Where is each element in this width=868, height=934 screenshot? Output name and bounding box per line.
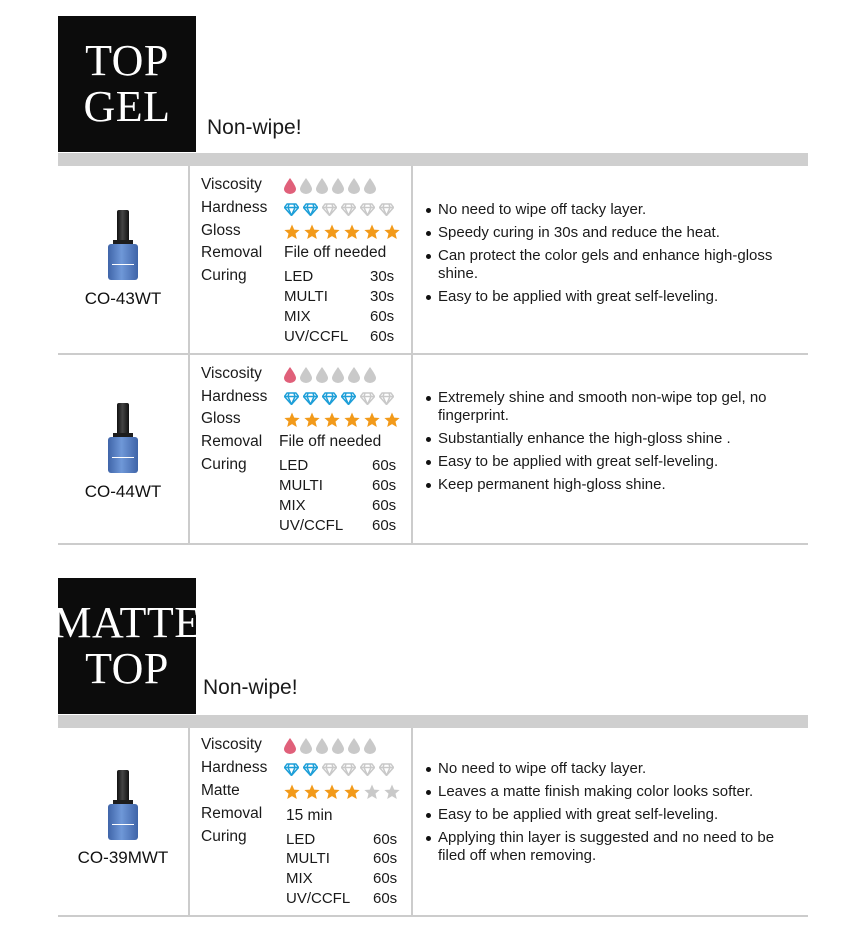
product-row-co-44wt <box>58 355 808 545</box>
gloss-rating <box>284 411 400 429</box>
feature-item: Leaves a matte finish making color looks softer. <box>426 783 796 801</box>
diamond-icon <box>322 392 337 405</box>
star-icon <box>364 412 380 428</box>
curing-time: 60s <box>370 328 395 345</box>
product-row-co-39mwt <box>58 728 808 917</box>
curing-lamp: LED <box>286 831 316 848</box>
star-icon <box>344 784 360 800</box>
diamond-icon <box>322 203 337 216</box>
feature-item: Easy to be applied with great self-leveling. <box>426 288 796 306</box>
curing-time: 60s <box>370 308 395 325</box>
diamond-icon <box>360 763 375 776</box>
removal-label: Removal <box>201 805 263 822</box>
feature-item: Substantially enhance the high-gloss shine . <box>426 430 796 448</box>
drop-icon <box>364 738 376 754</box>
gloss-rating <box>284 223 400 241</box>
viscosity-label: Viscosity <box>201 365 262 382</box>
drop-icon <box>300 367 312 383</box>
gloss-label: Gloss <box>201 222 241 239</box>
product-code: CO-39MWT <box>77 848 169 867</box>
drop-icon <box>284 738 296 754</box>
drop-icon <box>332 367 344 383</box>
section-subtitle: Non-wipe! <box>203 676 298 699</box>
drop-icon <box>284 178 296 194</box>
product-row-co-43wt <box>58 166 808 355</box>
diamond-icon <box>379 203 394 216</box>
column-divider <box>188 355 190 543</box>
removal-label: Removal <box>201 433 263 450</box>
star-icon <box>284 784 300 800</box>
feature-list <box>426 389 796 499</box>
drop-icon <box>364 178 376 194</box>
removal-value: File off needed <box>284 244 387 261</box>
column-divider <box>411 355 413 543</box>
section-subtitle: Non-wipe! <box>207 116 302 139</box>
drop-icon <box>332 738 344 754</box>
diamond-icon <box>303 203 318 216</box>
column-divider <box>411 166 413 353</box>
curing-label: Curing <box>201 828 247 845</box>
feature-item: Can protect the color gels and enhance high-gloss shine. <box>426 247 796 283</box>
feature-item: Keep permanent high-gloss shine. <box>426 476 796 494</box>
curing-label: Curing <box>201 267 247 284</box>
removal-label: Removal <box>201 244 263 261</box>
viscosity-rating <box>284 737 376 755</box>
drop-icon <box>284 367 296 383</box>
feature-item: No need to wipe off tacky layer. <box>426 760 796 778</box>
feature-item: No need to wipe off tacky layer. <box>426 201 796 219</box>
section-title-box <box>58 16 196 152</box>
feature-item: Easy to be applied with great self-leveling. <box>426 806 796 824</box>
feature-list <box>426 760 796 870</box>
curing-time: 60s <box>372 457 397 474</box>
curing-label: Curing <box>201 456 247 473</box>
curing-lamp: LED <box>279 457 309 474</box>
diamond-icon <box>341 392 356 405</box>
drop-icon <box>332 178 344 194</box>
section-title-box <box>52 578 202 714</box>
gloss-label: Gloss <box>201 410 241 427</box>
hardness-rating <box>284 760 394 778</box>
star-icon <box>384 224 400 240</box>
gel-bottle-image <box>107 403 137 475</box>
curing-lamp: MULTI <box>284 288 328 305</box>
star-icon <box>344 224 360 240</box>
drop-icon <box>364 367 376 383</box>
feature-item: Easy to be applied with great self-leveling. <box>426 453 796 471</box>
column-divider <box>188 166 190 353</box>
star-icon <box>324 224 340 240</box>
hardness-rating <box>284 200 394 218</box>
curing-lamp: LED <box>284 268 314 285</box>
diamond-icon <box>360 203 375 216</box>
curing-lamp: UV/CCFL <box>284 328 349 345</box>
section-title-line-1: MATTE <box>52 598 202 647</box>
section-title-line-1: TOP <box>85 36 169 85</box>
star-icon <box>284 412 300 428</box>
star-icon <box>324 412 340 428</box>
diamond-icon <box>379 763 394 776</box>
drop-icon <box>316 178 328 194</box>
matte-rating <box>284 783 400 801</box>
diamond-icon <box>341 203 356 216</box>
star-icon <box>364 784 380 800</box>
matte-label: Matte <box>201 782 240 799</box>
drop-icon <box>348 178 360 194</box>
curing-lamp: MIX <box>279 497 306 514</box>
curing-time: 60s <box>373 831 398 848</box>
curing-time: 60s <box>372 497 397 514</box>
product-code: CO-44WT <box>84 482 162 501</box>
star-icon <box>304 784 320 800</box>
drop-icon <box>300 738 312 754</box>
diamond-icon <box>303 392 318 405</box>
diamond-icon <box>379 392 394 405</box>
star-icon <box>324 784 340 800</box>
diamond-icon <box>322 763 337 776</box>
drop-icon <box>348 738 360 754</box>
viscosity-label: Viscosity <box>201 736 262 753</box>
diamond-icon <box>303 763 318 776</box>
hardness-rating <box>284 389 394 407</box>
star-icon <box>384 412 400 428</box>
curing-lamp: MIX <box>286 870 313 887</box>
feature-item: Applying thin layer is suggested and no need to be filed off when removing. <box>426 829 796 865</box>
curing-lamp: MULTI <box>286 850 330 867</box>
viscosity-rating <box>284 366 376 384</box>
gel-bottle-image <box>107 210 137 282</box>
curing-time: 60s <box>372 517 397 534</box>
section-header-bar <box>58 153 808 166</box>
diamond-icon <box>284 763 299 776</box>
diamond-icon <box>341 763 356 776</box>
curing-lamp: MIX <box>284 308 311 325</box>
star-icon <box>344 412 360 428</box>
curing-lamp: UV/CCFL <box>286 890 351 907</box>
viscosity-rating <box>284 177 376 195</box>
section-top-gel <box>58 16 808 546</box>
curing-time: 30s <box>370 288 395 305</box>
diamond-icon <box>284 203 299 216</box>
diamond-icon <box>360 392 375 405</box>
hardness-label: Hardness <box>201 388 268 405</box>
feature-item: Speedy curing in 30s and reduce the heat. <box>426 224 796 242</box>
star-icon <box>284 224 300 240</box>
drop-icon <box>348 367 360 383</box>
hardness-label: Hardness <box>201 199 268 216</box>
diamond-icon <box>284 392 299 405</box>
feature-item: Extremely shine and smooth non-wipe top gel, no fingerprint. <box>426 389 796 425</box>
feature-list <box>426 201 796 311</box>
product-code: CO-43WT <box>84 289 162 308</box>
drop-icon <box>316 738 328 754</box>
column-divider <box>411 728 413 915</box>
drop-icon <box>316 367 328 383</box>
star-icon <box>364 224 380 240</box>
section-title-line-2: GEL <box>83 82 171 131</box>
hardness-label: Hardness <box>201 759 268 776</box>
curing-time: 60s <box>373 870 398 887</box>
curing-time: 30s <box>370 268 395 285</box>
curing-lamp: MULTI <box>279 477 323 494</box>
section-matte-top <box>52 578 808 920</box>
star-icon <box>304 412 320 428</box>
curing-time: 60s <box>373 890 398 907</box>
section-title-line-2: TOP <box>85 644 169 693</box>
curing-time: 60s <box>372 477 397 494</box>
star-icon <box>384 784 400 800</box>
curing-lamp: UV/CCFL <box>279 517 344 534</box>
drop-icon <box>300 178 312 194</box>
removal-value: File off needed <box>279 433 382 450</box>
star-icon <box>304 224 320 240</box>
removal-value: 15 min <box>286 807 333 824</box>
curing-time: 60s <box>373 850 398 867</box>
viscosity-label: Viscosity <box>201 176 262 193</box>
section-header-bar <box>58 715 808 728</box>
column-divider <box>188 728 190 915</box>
gel-bottle-image <box>107 770 137 842</box>
